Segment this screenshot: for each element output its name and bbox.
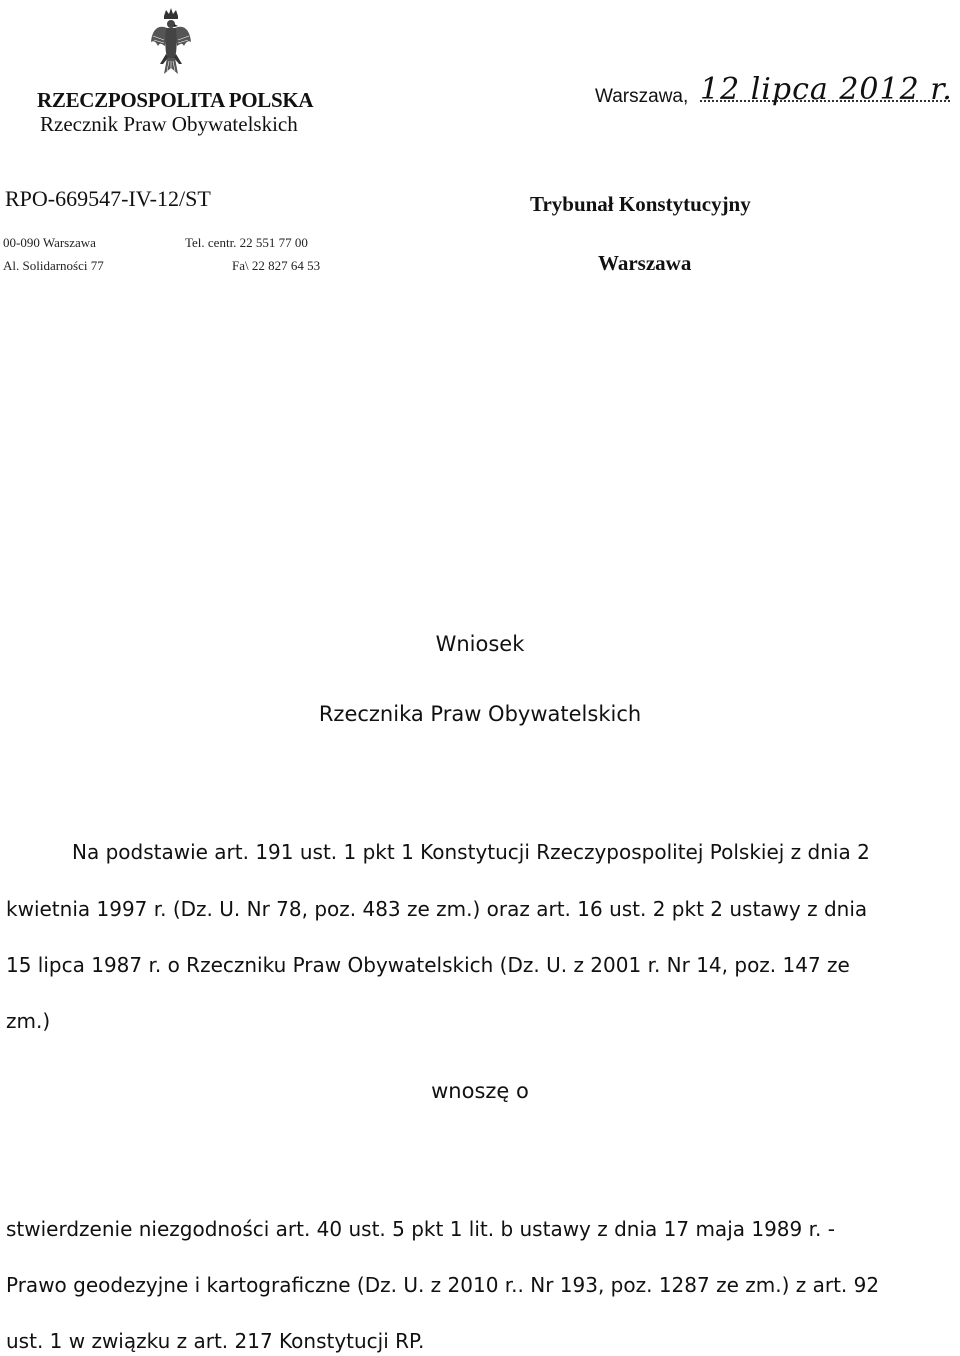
address-fax: Fa\ 22 827 64 53	[232, 258, 321, 273]
title-rzecznika: Rzecznika Praw Obywatelskich	[318, 702, 642, 726]
recipient-city: Warszawa	[598, 251, 692, 275]
address-street: Al. Solidarności 77	[3, 258, 104, 273]
body-line: kwietnia 1997 r. (Dz. U. Nr 78, poz. 483 ze zm.) oraz art. 16 ust. 2 pkt 2 ustawy z dnia	[6, 897, 868, 921]
handwritten-date: 12 lipca 2012 r.	[700, 72, 953, 107]
request-phrase: wnoszę o	[431, 1079, 529, 1103]
body-line: 15 lipca 1987 r. o Rzeczniku Praw Obywatelskich (Dz. U. z 2001 r. Nr 14, poz. 147 ze	[6, 953, 850, 977]
org-name: RZECZPOSPOLITA POLSKA	[37, 88, 314, 112]
recipient-name: Trybunał Konstytucyjny	[530, 192, 751, 216]
body-line: ust. 1 w związku z art. 217 Konstytucji RP.	[6, 1329, 425, 1353]
eagle-emblem-icon	[150, 6, 192, 82]
date-city-label: Warszawa,	[595, 86, 689, 107]
reference-number: RPO-669547-IV-12/ST	[5, 186, 211, 211]
date-dotted-line	[700, 100, 950, 102]
org-subtitle: Rzecznik Praw Obywatelskich	[40, 112, 298, 136]
address-tel: Tel. centr. 22 551 77 00	[185, 235, 308, 250]
body-line: stwierdzenie niezgodności art. 40 ust. 5 pkt 1 lit. b ustawy z dnia 17 maja 1989 r. -	[6, 1217, 835, 1241]
body-line: Prawo geodezyjne i kartograficzne (Dz. U. z 2010 r.. Nr 193, poz. 1287 ze zm.) z art. 92	[6, 1273, 880, 1297]
body-line: Na podstawie art. 191 ust. 1 pkt 1 Konstytucji Rzeczypospolitej Polskiej z dnia 2	[72, 840, 870, 864]
title-wniosek: Wniosek	[435, 632, 525, 656]
body-line: zm.)	[6, 1009, 51, 1033]
address-postal: 00-090 Warszawa	[3, 235, 96, 250]
